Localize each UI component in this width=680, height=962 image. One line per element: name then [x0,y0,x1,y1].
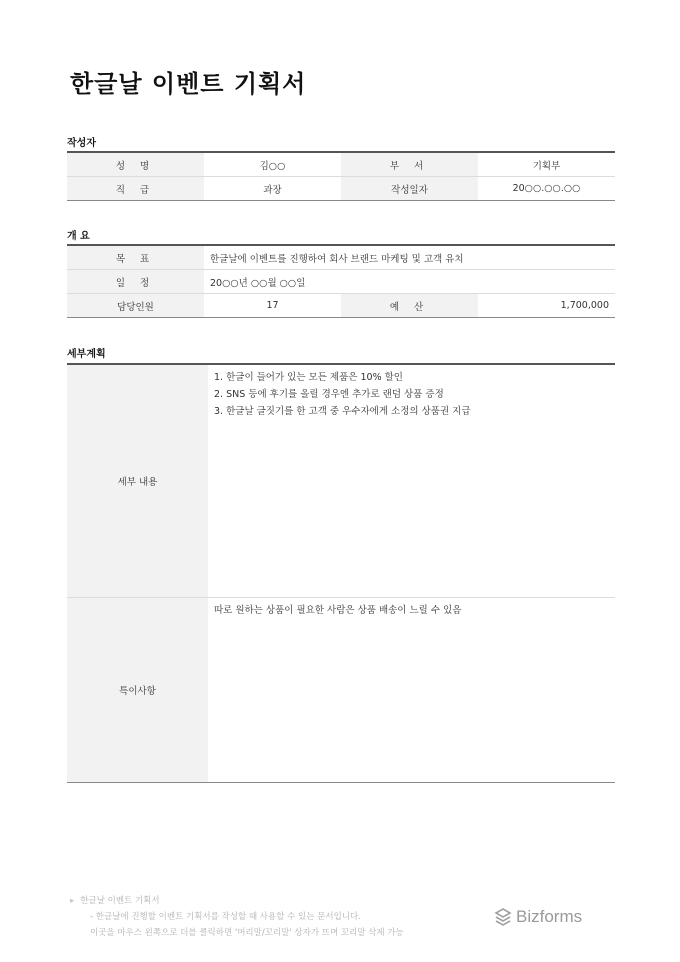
budget-label: 예 산 [341,294,478,318]
overview-section-label: 개 요 [67,231,90,242]
triangle-bullet-icon: ▸ [70,896,75,906]
staff-label: 담당인원 [67,294,204,318]
detail-table [67,363,615,783]
date-written-value: 20○○.○○.○○ [478,177,615,201]
footer-line-3: 이곳을 마우스 왼쪽으로 더블 클릭하면 '머리말/꼬리말' 상자가 뜨며 꼬리말 삭제 가능 [90,928,404,938]
overview-table [67,244,615,318]
table-row [67,270,615,294]
detail-line-3: 3. 한글날 글짓기를 한 고객 중 우수자에게 소정의 상품권 지급 [214,406,471,417]
purpose-label: 목 표 [67,245,204,270]
table-row [67,245,615,270]
schedule-value: 20○○년 ○○월 ○○일 [204,270,615,294]
detail-line-1: 1. 한글이 들어가 있는 모든 제품은 10% 할인 [214,372,403,383]
bizforms-logo-icon [494,908,512,926]
budget-value: 1,700,000 [478,294,615,318]
table-row [67,598,615,783]
date-written-label: 작성일자 [341,177,478,201]
staff-value: 17 [204,294,341,318]
detail-section-label: 세부계획 [67,349,106,360]
position-value: 과장 [204,177,341,201]
department-label: 부 서 [341,152,478,177]
detail-content-label: 세부 내용 [67,364,208,598]
table-row [67,177,615,201]
notes-label: 특이사항 [67,598,208,783]
author-table [67,151,615,201]
purpose-value: 한글날에 이벤트를 진행하여 회사 브랜드 마케팅 및 고객 유치 [204,245,615,270]
department-value: 기획부 [478,152,615,177]
footer[interactable] [70,893,404,941]
position-label: 직 급 [67,177,204,201]
name-label: 성 명 [67,152,204,177]
author-section-label: 작성자 [67,138,96,149]
table-row [67,294,615,318]
detail-content-value [208,364,615,598]
bizforms-logo-text: Bizforms [516,907,583,926]
document-title: 한글날 이벤트 기획서 [70,70,307,98]
bizforms-logo [494,907,582,927]
name-value: 김○○ [204,152,341,177]
schedule-label: 일 정 [67,270,204,294]
notes-value: 따로 원하는 상품이 필요한 사람은 상품 배송이 느릴 수 있음 [208,598,615,783]
detail-line-2: 2. SNS 등에 후기를 올릴 경우엔 추가로 랜덤 상품 증정 [214,389,444,400]
table-row [67,364,615,598]
table-row [67,152,615,177]
footer-line-1: ▸ 한글날 이벤트 기획서 [70,896,160,906]
footer-line-2: - 한글날에 진행할 이벤트 기획서를 작성할 때 사용할 수 있는 문서입니다. [90,912,361,922]
